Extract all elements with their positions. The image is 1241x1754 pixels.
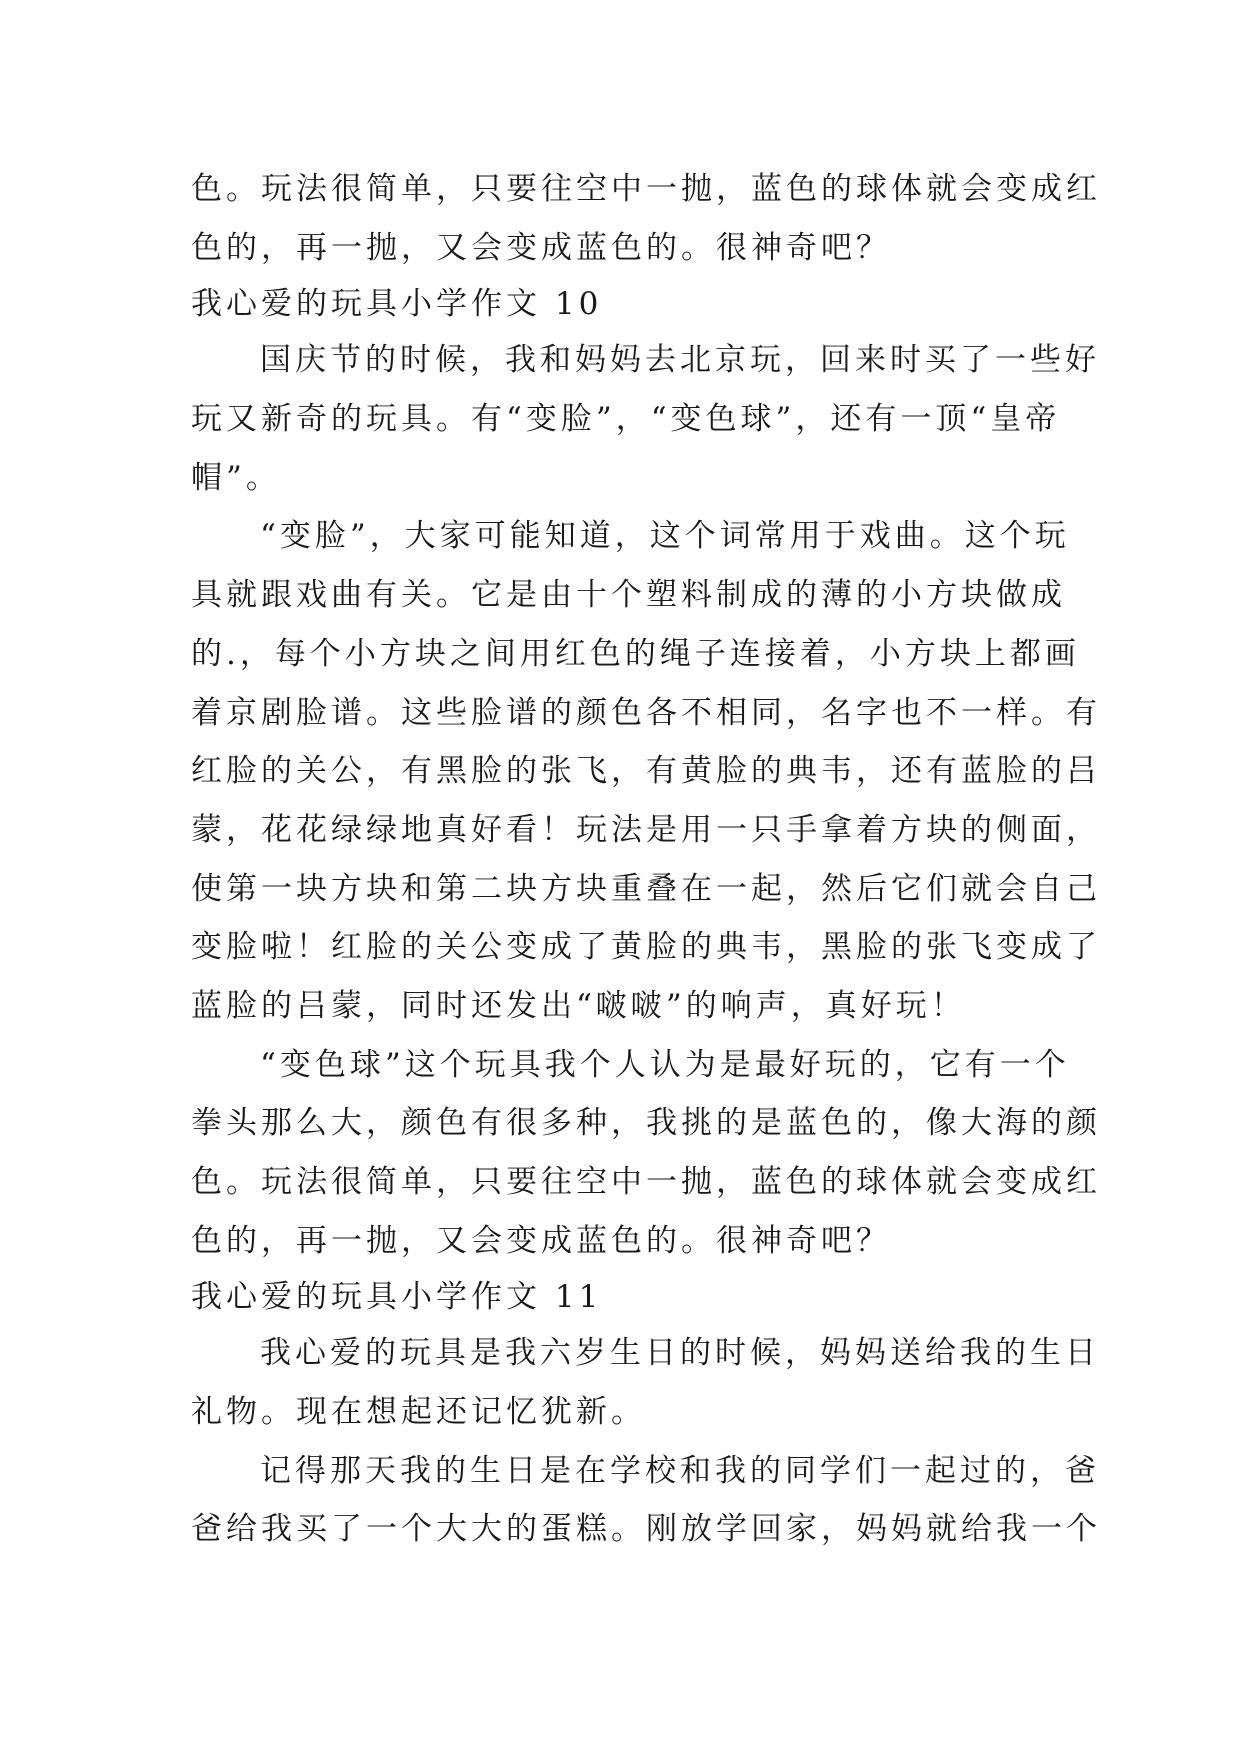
text-line: 着京剧脸谱。这些脸谱的颜色各不相同，名字也不一样。有 (191, 694, 1101, 731)
paragraph-first-line: “变色球”这个玩具我个人认为是最好玩的，它有一个 (260, 1046, 1070, 1083)
text-line: 变脸啦！红脸的关公变成了黄脸的典韦，黑脸的张飞变成了 (191, 929, 1101, 966)
text-line: 玩又新奇的玩具。有“变脸”，“变色球”，还有一顶“皇帝 (191, 401, 1061, 438)
text-line: 爸给我买了一个大大的蛋糕。刚放学回家，妈妈就给我一个 (191, 1511, 1101, 1548)
text-line: 拳头那么大，颜色有很多种，我挑的是蓝色的，像大海的颜 (191, 1105, 1101, 1142)
text-line: 的.，每个小方块之间用红色的绳子连接着，小方块上都画 (191, 635, 1080, 672)
text-line: 帽”。 (191, 459, 281, 496)
paragraph-first-line: “变脸”，大家可能知道，这个词常用于戏曲。这个玩 (260, 518, 1070, 555)
text-line: 色。玩法很简单，只要往空中一抛，蓝色的球体就会变成红 (191, 171, 1101, 207)
essay-heading: 我心爱的玩具小学作文 10 (191, 286, 603, 323)
paragraph-first-line: 记得那天我的生日是在学校和我的同学们一起过的，爸 (260, 1452, 1100, 1489)
essay-heading: 我心爱的玩具小学作文 11 (191, 1279, 603, 1316)
text-line: 礼物。现在想起还记忆犹新。 (191, 1394, 646, 1431)
essay-body (191, 160, 1101, 1559)
text-line: 具就跟戏曲有关。它是由十个塑料制成的薄的小方块做成 (191, 577, 1066, 614)
text-line: 色的，再一抛，又会变成蓝色的。很神奇吧？ (191, 1222, 891, 1259)
text-line: 蒙，花花绿绿地真好看！玩法是用一只手拿着方块的侧面， (191, 811, 1101, 848)
paragraph-first-line: 国庆节的时候，我和妈妈去北京玩，回来时买了一些好 (260, 342, 1100, 379)
text-line: 色。玩法很简单，只要往空中一抛，蓝色的球体就会变成红 (191, 1164, 1101, 1200)
text-line: 蓝脸的吕蒙，同时还发出“啵啵”的响声，真好玩！ (191, 987, 966, 1024)
text-line: 红脸的关公，有黑脸的张飞，有黄脸的典韦，还有蓝脸的吕 (191, 753, 1101, 790)
text-line: 色的，再一抛，又会变成蓝色的。很神奇吧？ (191, 229, 891, 266)
text-line: 使第一块方块和第二块方块重叠在一起，然后它们就会自己 (191, 870, 1101, 907)
paragraph-first-line: 我心爱的玩具是我六岁生日的时候，妈妈送给我的生日 (260, 1335, 1100, 1372)
